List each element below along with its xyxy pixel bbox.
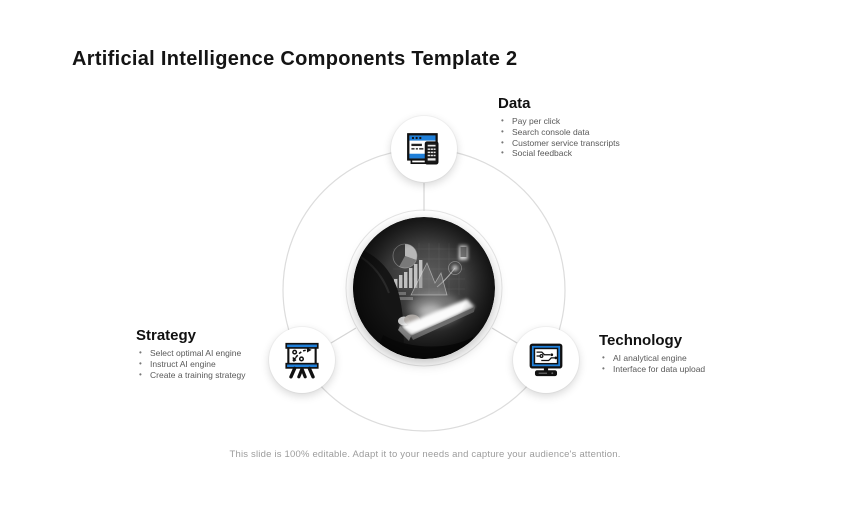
list-item: • Social feedback <box>498 148 688 159</box>
strategy-heading: Strategy <box>136 327 197 344</box>
data-heading: Data <box>498 95 531 112</box>
list-item: • Search console data <box>498 127 688 138</box>
browser-data-icon <box>403 128 445 170</box>
footer-caption: This slide is 100% editable. Adapt it to your needs and capture your audience's attention. <box>229 449 621 460</box>
node-circle-technology <box>513 327 579 393</box>
list-item: • Customer service transcripts <box>498 138 688 149</box>
strategy-bullet-list <box>136 348 306 380</box>
data-section <box>498 95 688 159</box>
page-title: Artificial Intelligence Components Template 2 <box>72 48 518 70</box>
list-item: • AI analytical engine <box>599 353 779 364</box>
list-item: • Create a training strategy <box>136 370 306 381</box>
node-circle-data <box>391 116 457 182</box>
circuit-monitor-icon <box>525 339 567 381</box>
technology-bullet-list <box>599 353 779 375</box>
list-item: • Select optimal AI engine <box>136 348 306 359</box>
technology-section <box>599 332 779 375</box>
strategy-section <box>136 327 306 380</box>
list-item: • Instruct AI engine <box>136 359 306 370</box>
data-bullet-list <box>498 116 688 159</box>
list-item: • Interface for data upload <box>599 364 779 375</box>
center-image <box>353 217 495 359</box>
list-item: • Pay per click <box>498 116 688 127</box>
technology-heading: Technology <box>599 332 683 349</box>
